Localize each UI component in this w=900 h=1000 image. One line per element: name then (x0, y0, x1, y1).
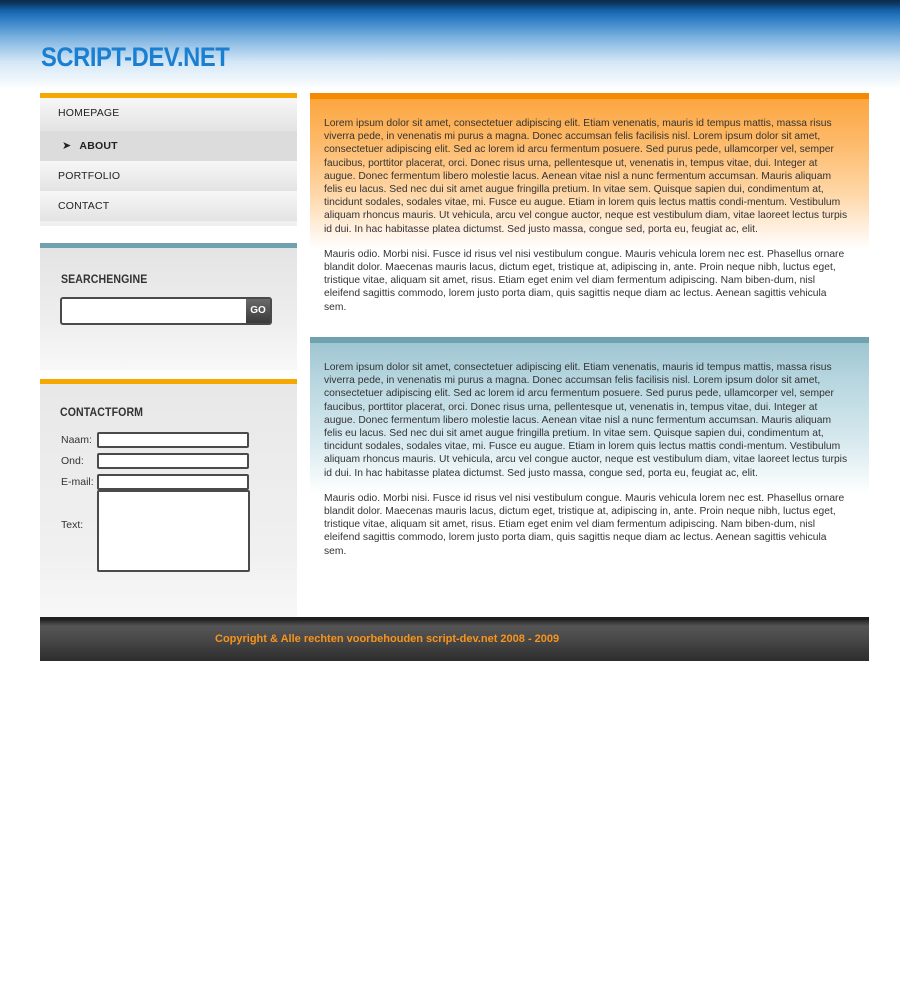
content-paragraph: Lorem ipsum dolor sit amet, consectetuer adipiscing elit. Etiam venenatis, mauris id tempus mattis, massa risus viverra pede, in venenatis mi purus a magna. Donec accumsan felis facilisis nisl. Lorem ipsum dolor sit amet, consectetuer adipiscing elit. Sed ac lorem id arcu fermentum posuere. Sed purus pede, ullamcorper vel, semper faucibus, porttitor placerat, orci. Donec risus urna, pellentesque ut, venenatis in, tempus vitae, dui. Integer at augue. Donec fermentum libero molestie lacus. Aenean vitae nisl a nunc fermentum accumsan. Mauris aliquam felis eu lacus. Sed nec dui sit amet augue fringilla pretium. In vitae sem. Quisque sapien dui, condimentum at, tincidunt sodales, sodales vitae, mi. Fusce eu augue. Etiam in lorem quis lectus mattis condi-mentum. Vestibulum aliquam rhoncus mauris. Ut vehicula, arcu vel congue auctor, neque est vestibulum diam, vitae laoreet lectus turpis id dui. In hac habitasse platea dictumst. Sed justo massa, congue sed, porta eu, feugiat ac, elit. (324, 118, 848, 235)
search-box (60, 297, 272, 325)
contact-panel (40, 379, 297, 622)
content-block-blue (310, 337, 869, 617)
email-label: E-mail: (61, 476, 94, 488)
contact-title: CONTACTFORM (60, 407, 144, 419)
main-navigation (40, 93, 297, 226)
search-panel (40, 243, 297, 370)
site-logo[interactable]: SCRIPT-DEV.NET (41, 42, 230, 72)
name-field[interactable] (97, 432, 249, 448)
email-field[interactable] (97, 474, 249, 490)
arrow-right-icon: ➤ (62, 140, 72, 152)
nav-item-label: ABOUT (79, 140, 118, 152)
message-textarea[interactable] (97, 490, 250, 572)
nav-item-contact[interactable] (40, 191, 297, 221)
nav-item-label: CONTACT (58, 200, 110, 212)
content-paragraph: Mauris odio. Morbi nisi. Fusce id risus vel nisi vestibulum congue. Mauris vehicula lorem nec est. Phasellus ornare blandit dolor. Maecenas mauris lacus, dictum eget, tristique at, adipiscing in, ante. Proin neque nibh, luctus eget, tristique vitae, aliquam sit amet, risus. Etiam eget enim vel diam fermentum adipiscing. Nam biben-dum, nisl eleifend sagittis commodo, lorem justo porta diam, quis sagittis neque diam ac lectus. Aenean sagittis vehicula sem. (324, 248, 845, 313)
nav-item-label: HOMEPAGE (58, 107, 120, 119)
subject-field[interactable] (97, 453, 249, 469)
search-input[interactable] (62, 299, 246, 323)
content-paragraph: Mauris odio. Morbi nisi. Fusce id risus vel nisi vestibulum congue. Mauris vehicula lorem nec est. Phasellus ornare blandit dolor. Maecenas mauris lacus, dictum eget, tristique at, adipiscing in, ante. Proin neque nibh, luctus eget, tristique vitae, aliquam sit amet, risus. Etiam eget enim vel diam fermentum adipiscing. Nam biben-dum, nisl eleifend sagittis commodo, lorem justo porta diam, quis sagittis neque diam ac lectus. Aenean sagittis vehicula sem. (324, 492, 845, 557)
footer (40, 617, 869, 661)
nav-item-homepage[interactable] (40, 98, 297, 131)
search-title: SEARCHENGINE (61, 274, 148, 286)
text-label: Text: (61, 519, 84, 531)
content-block-orange (310, 93, 869, 337)
content-paragraph: Lorem ipsum dolor sit amet, consectetuer adipiscing elit. Etiam venenatis, mauris id tempus mattis, massa risus viverra pede, in venenatis mi purus a magna. Donec accumsan felis facilisis nisl. Lorem ipsum dolor sit amet, consectetuer adipiscing elit. Sed ac lorem id arcu fermentum posuere. Sed purus pede, ullamcorper vel, semper faucibus, porttitor placerat, orci. Donec risus urna, pellentesque ut, venenatis in, tempus vitae, dui. Integer at augue. Donec fermentum libero molestie lacus. Aenean vitae nisl a nunc fermentum accumsan. Mauris aliquam felis eu lacus. Sed nec dui sit amet augue fringilla pretium. In vitae sem. Quisque sapien dui, condimentum at, tincidunt sodales, sodales vitae, mi. Fusce eu augue. Etiam in lorem quis lectus mattis condi-mentum. Vestibulum aliquam rhoncus mauris. Ut vehicula, arcu vel congue auctor, neque est vestibulum diam, vitae laoreet lectus turpis id dui. In hac habitasse platea dictumst. Sed justo massa, congue sed, porta eu, feugiat ac, elit. (324, 362, 848, 479)
nav-item-portfolio[interactable] (40, 161, 297, 191)
nav-item-label: PORTFOLIO (58, 170, 121, 182)
nav-item-about[interactable] (40, 131, 297, 161)
subject-label: Ond: (61, 455, 84, 467)
search-go-button[interactable]: GO (246, 299, 270, 323)
copyright-text: Copyright & Alle rechten voorbehouden script-dev.net 2008 - 2009 (215, 633, 560, 645)
name-label: Naam: (61, 434, 92, 446)
